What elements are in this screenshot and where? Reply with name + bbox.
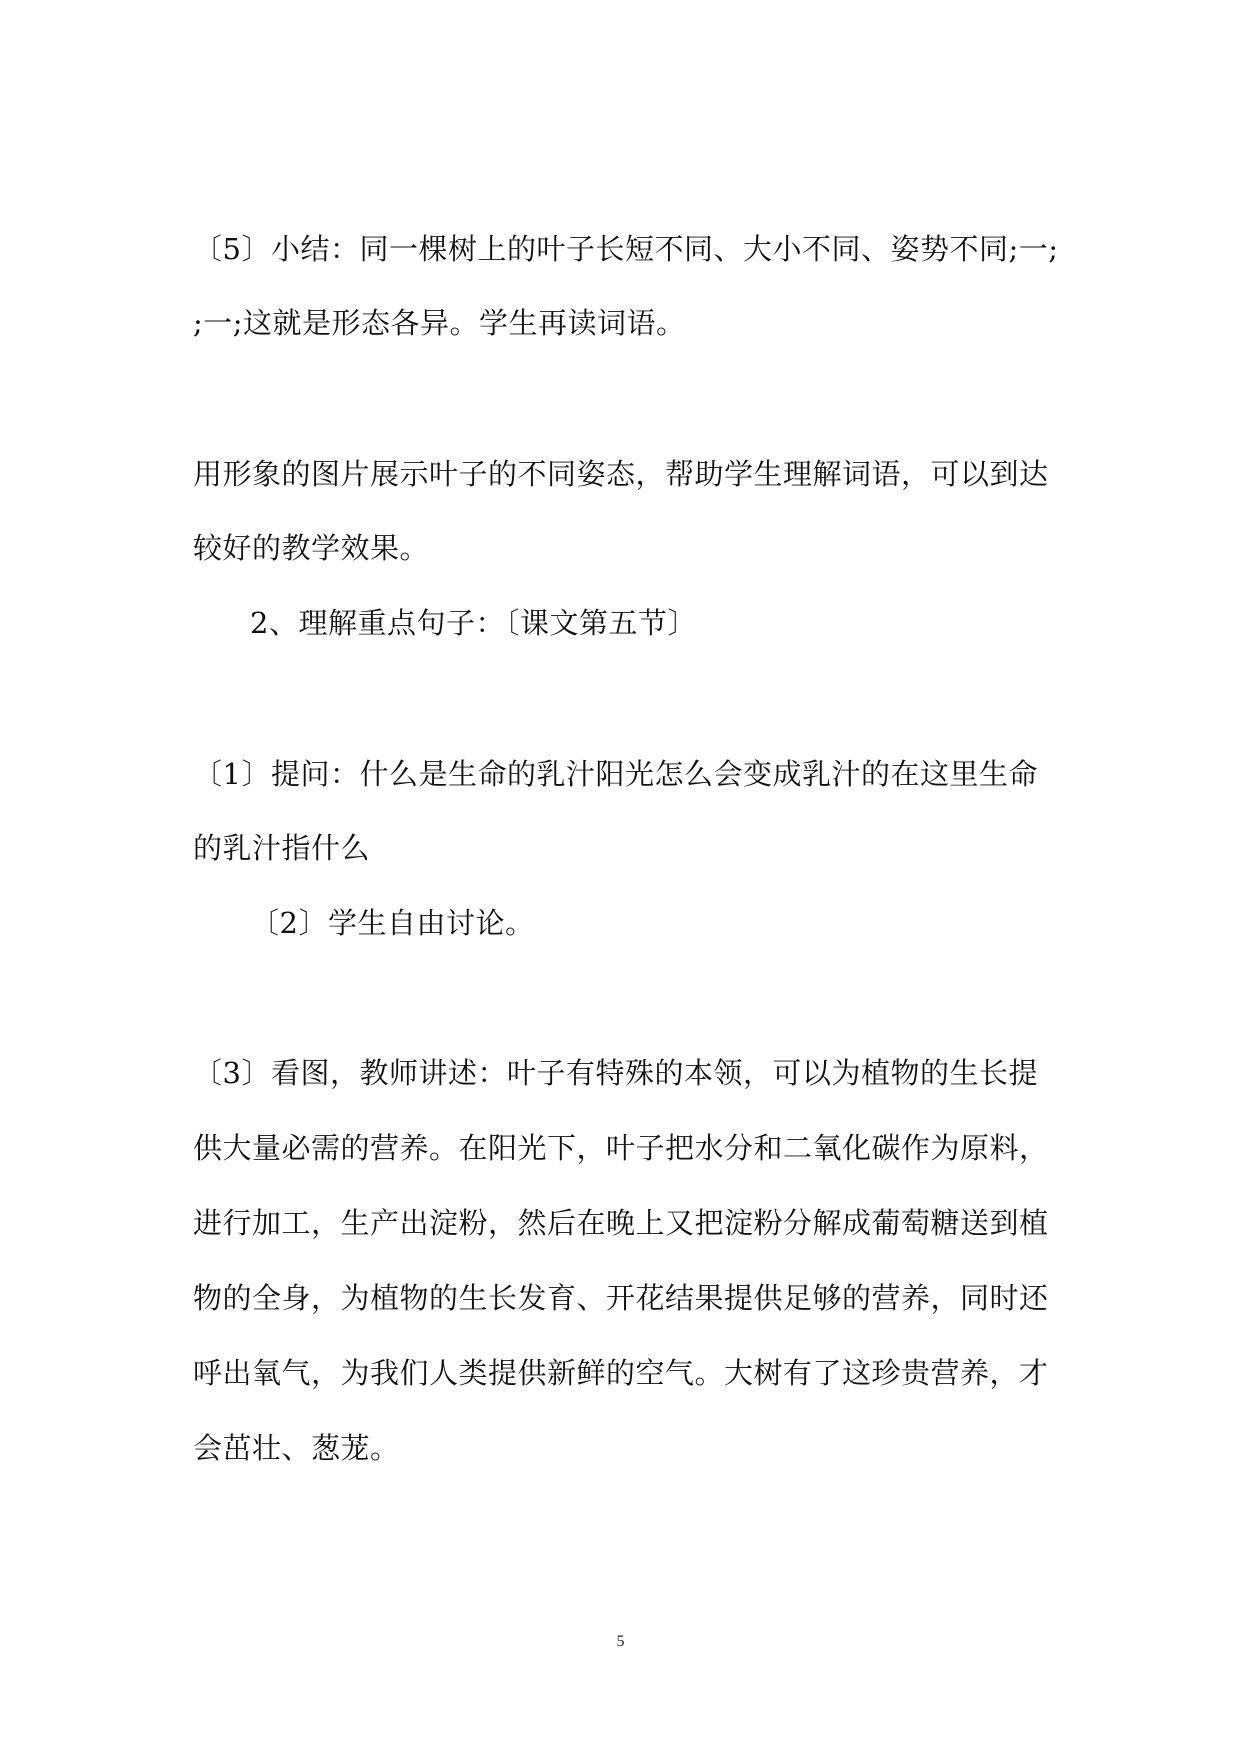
paragraph-line: 〔3〕看图，教师讲述：叶子有特殊的本领，可以为植物的生长提 xyxy=(193,1056,1038,1090)
paragraph-line: 进行加工，生产出淀粉，然后在晚上又把淀粉分解成葡萄糖送到植 xyxy=(193,1206,1049,1240)
paragraph-line: 会茁壮、葱茏。 xyxy=(193,1431,400,1465)
page-number: 5 xyxy=(616,1633,625,1650)
paragraph-line: ;一;这就是形态各异。学生再读词语。 xyxy=(193,306,686,340)
section-heading: 2、理解重点句子：〔课文第五节〕 xyxy=(250,606,697,640)
paragraph-line: 呼出氧气，为我们人类提供新鲜的空气。大树有了这珍贵营养，才 xyxy=(193,1356,1049,1390)
paragraph-line: 〔5〕小结：同一棵树上的叶子长短不同、大小不同、姿势不同;一; xyxy=(193,232,1059,266)
paragraph-line: 用形象的图片展示叶子的不同姿态，帮助学生理解词语，可以到达 xyxy=(193,457,1049,491)
paragraph-line: 供大量必需的营养。在阳光下，叶子把水分和二氧化碳作为原料， xyxy=(193,1131,1049,1165)
paragraph-line: 的乳汁指什么 xyxy=(193,831,371,865)
paragraph-line: 物的全身，为植物的生长发育、开花结果提供足够的营养，同时还 xyxy=(193,1281,1049,1315)
paragraph-line: 较好的教学效果。 xyxy=(193,531,430,565)
paragraph-line: 〔1〕提问：什么是生命的乳汁阳光怎么会变成乳汁的在这里生命 xyxy=(193,757,1038,791)
paragraph-line: 〔2〕学生自由讨论。 xyxy=(250,906,535,940)
